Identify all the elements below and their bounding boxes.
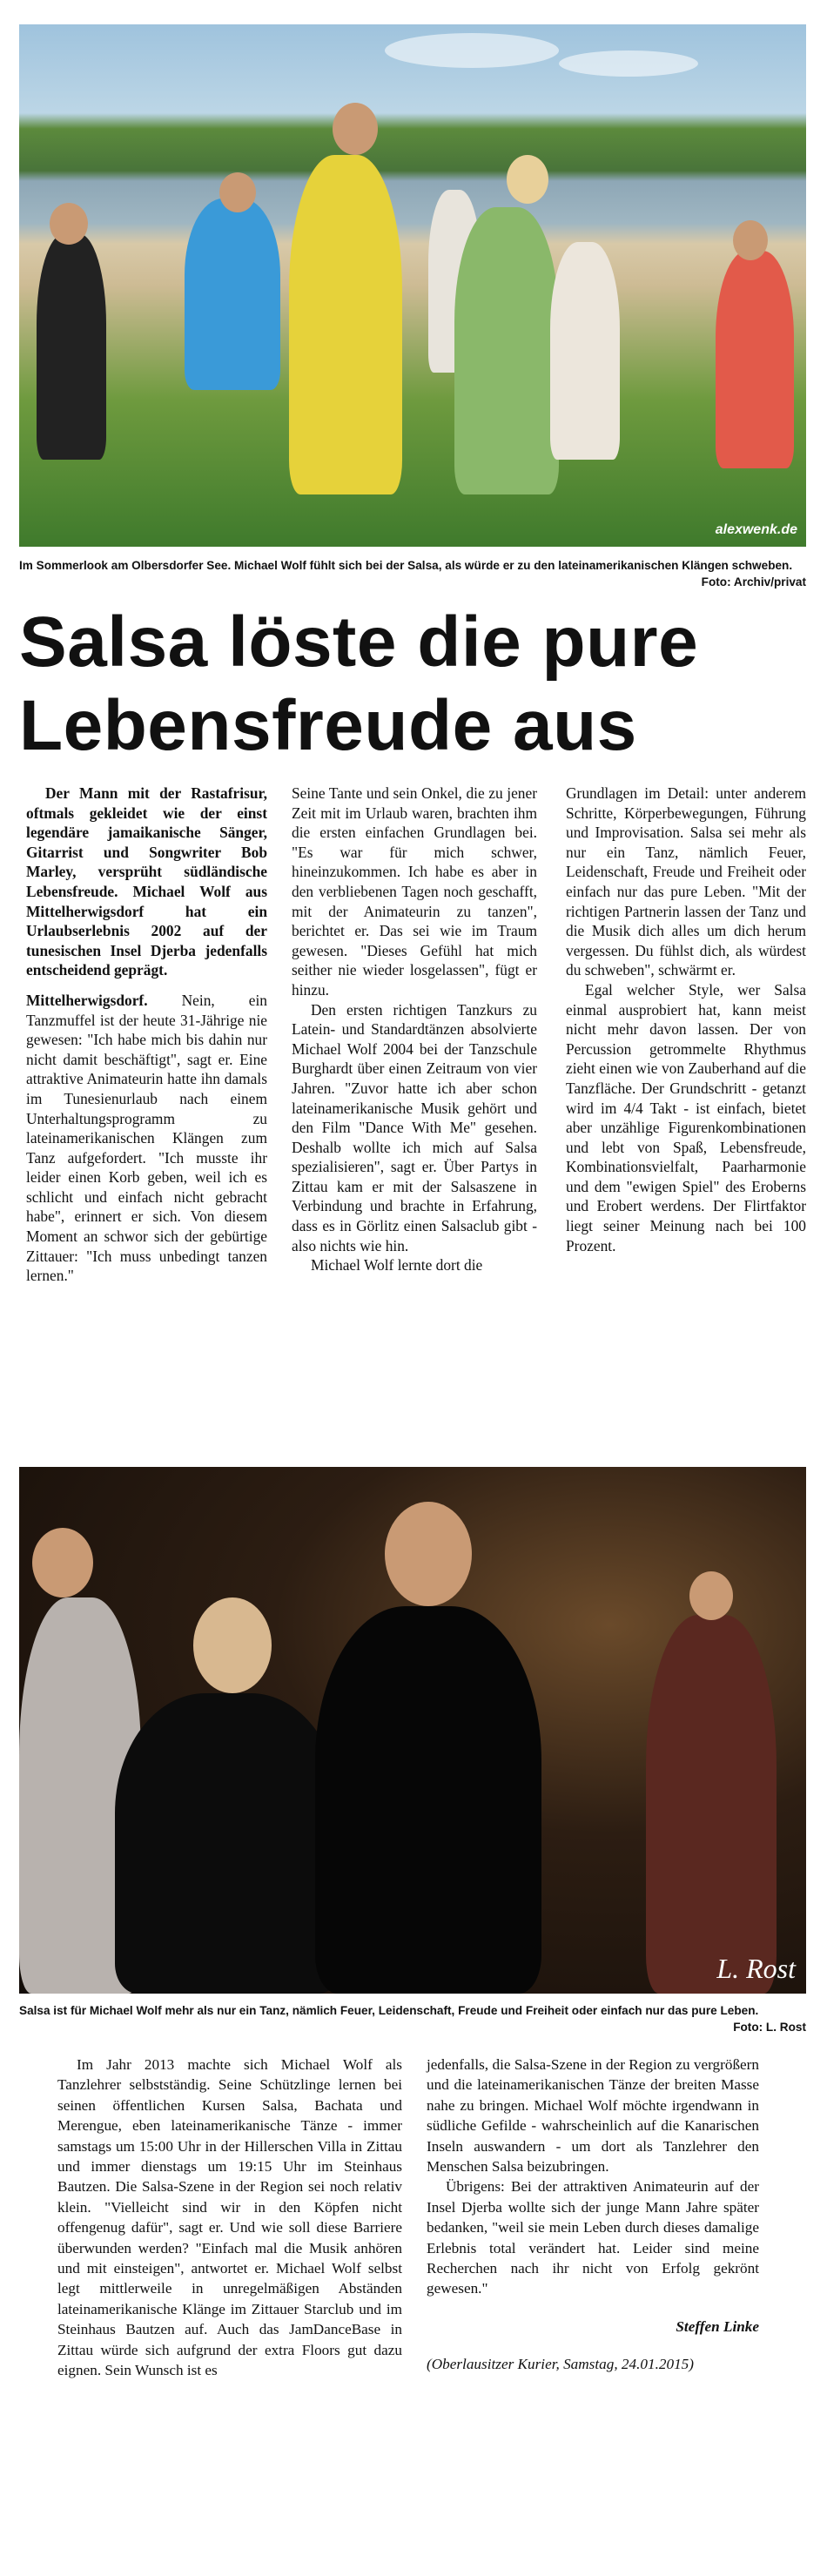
photo-watermark: L. Rost bbox=[716, 1953, 796, 1984]
body-paragraph: Seine Tante und sein Onkel, die zu jener Zeit mit im Urlaub waren, brachten ihm die ersten einfachen Grundlagen bei. "Es war für mich schwer, hineinzukommen. Ich habe es aber in den verbliebenen Tagen noch geschafft, mit der Animateurin zu tanzen", berichtet er. Das sei wie im Traum gewesen. "Dieses Gefühl hat mich seither nie wieder losgelassen", fügt er hinzu. bbox=[292, 784, 537, 999]
article-column-1 bbox=[26, 784, 267, 1286]
article-column-5 bbox=[427, 2055, 759, 2375]
woman-black-figure bbox=[37, 233, 106, 460]
dateline: Mittelherwigsdorf. bbox=[26, 991, 148, 1009]
lake-photo bbox=[19, 24, 806, 547]
photo2-caption bbox=[19, 2002, 806, 2035]
body-paragraph: Grundlagen im Detail: unter anderem Schritte, Körperbewegungen, Führung und Improvisation. Salsa sei mehr als nur ein Tanz, nämlich Feuer, Leidenschaft, Freude und Freiheit oder einfach nur das pure Leben. "Mit der richtigen Partnerin lassen der Tanz und die Musik dich alles um dich herum vergessen. Du fühlst dich, als würdest du schweben", schwärmt er. bbox=[566, 784, 806, 979]
man-blue-figure bbox=[185, 198, 280, 390]
body-paragraph: Übrigens: Bei der attraktiven Animateurin auf der Insel Djerba wollte sich der junge Mann Jahre später bedanken, "weil sie mein Leben durch dieses damalige Erlebnis total verändert hat. Leider sind meine Recherchen nach ihr nicht von Erfolg gekrönt gewesen." bbox=[427, 2178, 759, 2297]
photo2-caption-text: Salsa ist für Michael Wolf mehr als nur ein Tanz, nämlich Feuer, Leidenschaft, Freude und Freiheit oder einfach nur das pure Leben. bbox=[19, 2004, 759, 2017]
dancer-yellow-figure bbox=[289, 155, 402, 494]
body-paragraph: Im Jahr 2013 machte sich Michael Wolf als Tanzlehrer selbstständig. Seine Schützlinge lernen bei seinen öffentlichen Kursen Salsa, Bachata und Merengue, eben lateinamerikanische Tänze - immer samstags um 15:00 Uhr in der Hillerschen Villa in Zittau und immer dienstags um 19:15 Uhr im Steinhaus Bautzen. Die Salsa-Szene in der Region sei noch relativ klein. "Vielleicht sind wir in den Köpfen nicht offengenug dafür", sagt er. Und wie soll diese Barriere überwunden werden? "Einfach mal die Musik anhören und mit einsteigen", antwortet er. Michael Wolf selbst legt mittlerweile in unregelmäßigen Abständen lateinamerikanische Klänge im Zittauer Starclub und im Steinhaus Bautzen auf. Auch das JamDanceBase in Zittau würde sich aufgrund der extra Floors gut dazu eignen. Sein Wunsch ist es bbox=[57, 2056, 402, 2379]
body-paragraph: Den ersten richtigen Tanzkurs zu Latein- und Standardtänzen absolvierte Michael Wolf 2004 bei der Tanzschule Burghardt über einen Zeitraum von vier Jahren. "Zuvor hatte ich aber schon lateinamerikanische Musik gehört und den Film "Dance With Me" gesehen. Deshalb wollte ich mich auf Salsa spezialisieren", sagt er. Über Partys in Zittau kam er mit der Salsaszene in Verbindung und brachte in Erfahrung, dass es in Görlitz einen Salsaclub gibt - also nichts wie hin. bbox=[292, 1000, 537, 1254]
lead-paragraph: Der Mann mit der Rastafrisur, oftmals gekleidet wie der einst legendäre jamaikanische Sänger, Gitarrist und Songwriter Bob Marley, versprüht südländische Lebensfreude. Michael Wolf aus Mittelherwigsdorf hat ein Urlaubserlebnis 2002 auf der tunesischen Insel Djerba jedenfalls entscheidend geprägt. bbox=[26, 784, 267, 979]
source-line: (Oberlausitzer Kurier, Samstag, 24.01.2015) bbox=[427, 2356, 694, 2373]
article-column-3 bbox=[566, 784, 806, 1255]
woman-red-figure bbox=[716, 251, 794, 468]
author-name: Steffen Linke bbox=[676, 2317, 759, 2335]
article-column-4 bbox=[57, 2055, 402, 2381]
body-paragraph: Michael Wolf lernte dort die bbox=[311, 1256, 483, 1275]
body-paragraph: Egal welcher Style, wer Salsa einmal ausprobiert hat, kann meist nicht mehr davon lassen. Der von Percussion getrommelte Rhythmus zieht einen wie von Zauberhand auf die Tanzfläche. Der Grundschritt - getanzt wird im 4/4 Takt - ist einfach, bietet aber unzählige Figurenkombinationen und lebt von Spaß, Lebensfreude, Kombinationsvielfalt, Paarharmonie und dem "ewigen Spiel" des Eroberns und Erobert werdens. Der Flirtfaktor liegt seiner Meinung nach bei 100 Prozent. bbox=[566, 980, 806, 1254]
photo1-caption-text: Im Sommerlook am Olbersdorfer See. Michael Wolf fühlt sich bei der Salsa, als würde er zu den lateinamerikanischen Klängen schweben. bbox=[19, 559, 793, 572]
woman-dancer-figure bbox=[115, 1693, 341, 1994]
photo1-caption bbox=[19, 557, 806, 590]
dancer-dress-figure bbox=[454, 207, 559, 494]
man-dancer-figure bbox=[315, 1606, 541, 1994]
photo-watermark: alexwenk.de bbox=[715, 522, 797, 537]
article-column-2 bbox=[292, 784, 537, 1275]
photo2-credit: Foto: L. Rost bbox=[733, 2021, 806, 2034]
headline: Salsa löste die pure Lebensfreude aus bbox=[19, 602, 699, 765]
body-paragraph: jedenfalls, die Salsa-Szene in der Region zu vergrößern und die lateinamerikanischen Tänze der breiten Masse nahe zu bringen. Michael Wolf möchte irgendwann in südliche Gefilde - wahrscheinlich auf die Kanarischen Inseln auswandern - um dort als Tanzlehrer den Menschen Salsa beizubringen. bbox=[427, 2056, 759, 2176]
photo1-credit: Foto: Archiv/privat bbox=[701, 575, 806, 589]
background-dancer-figure bbox=[646, 1615, 777, 1994]
dance-photo bbox=[19, 1467, 806, 1994]
body-paragraph: Mittelherwigsdorf. Nein, ein Tanzmuffel ist der heute 31-Jährige nie gewesen: "Ich habe mich bis dahin nur nicht damit beschäftigt", sagt er. Eine attraktive Animateurin hatte ihn damals im Tunesienurlaub nach einem Unterhaltungsprogramm zu lateinamerikanischen Klängen zum Tanz aufgefordert. "Ich musste ihr leider einen Korb geben, weil ich es schlicht und einfach nicht gebracht habe", erinnert er sich. Von diesem Moment an schwor sich der gebürtige Zittauer: "Ich muss unbedingt tanzen lernen." bbox=[26, 991, 267, 1285]
